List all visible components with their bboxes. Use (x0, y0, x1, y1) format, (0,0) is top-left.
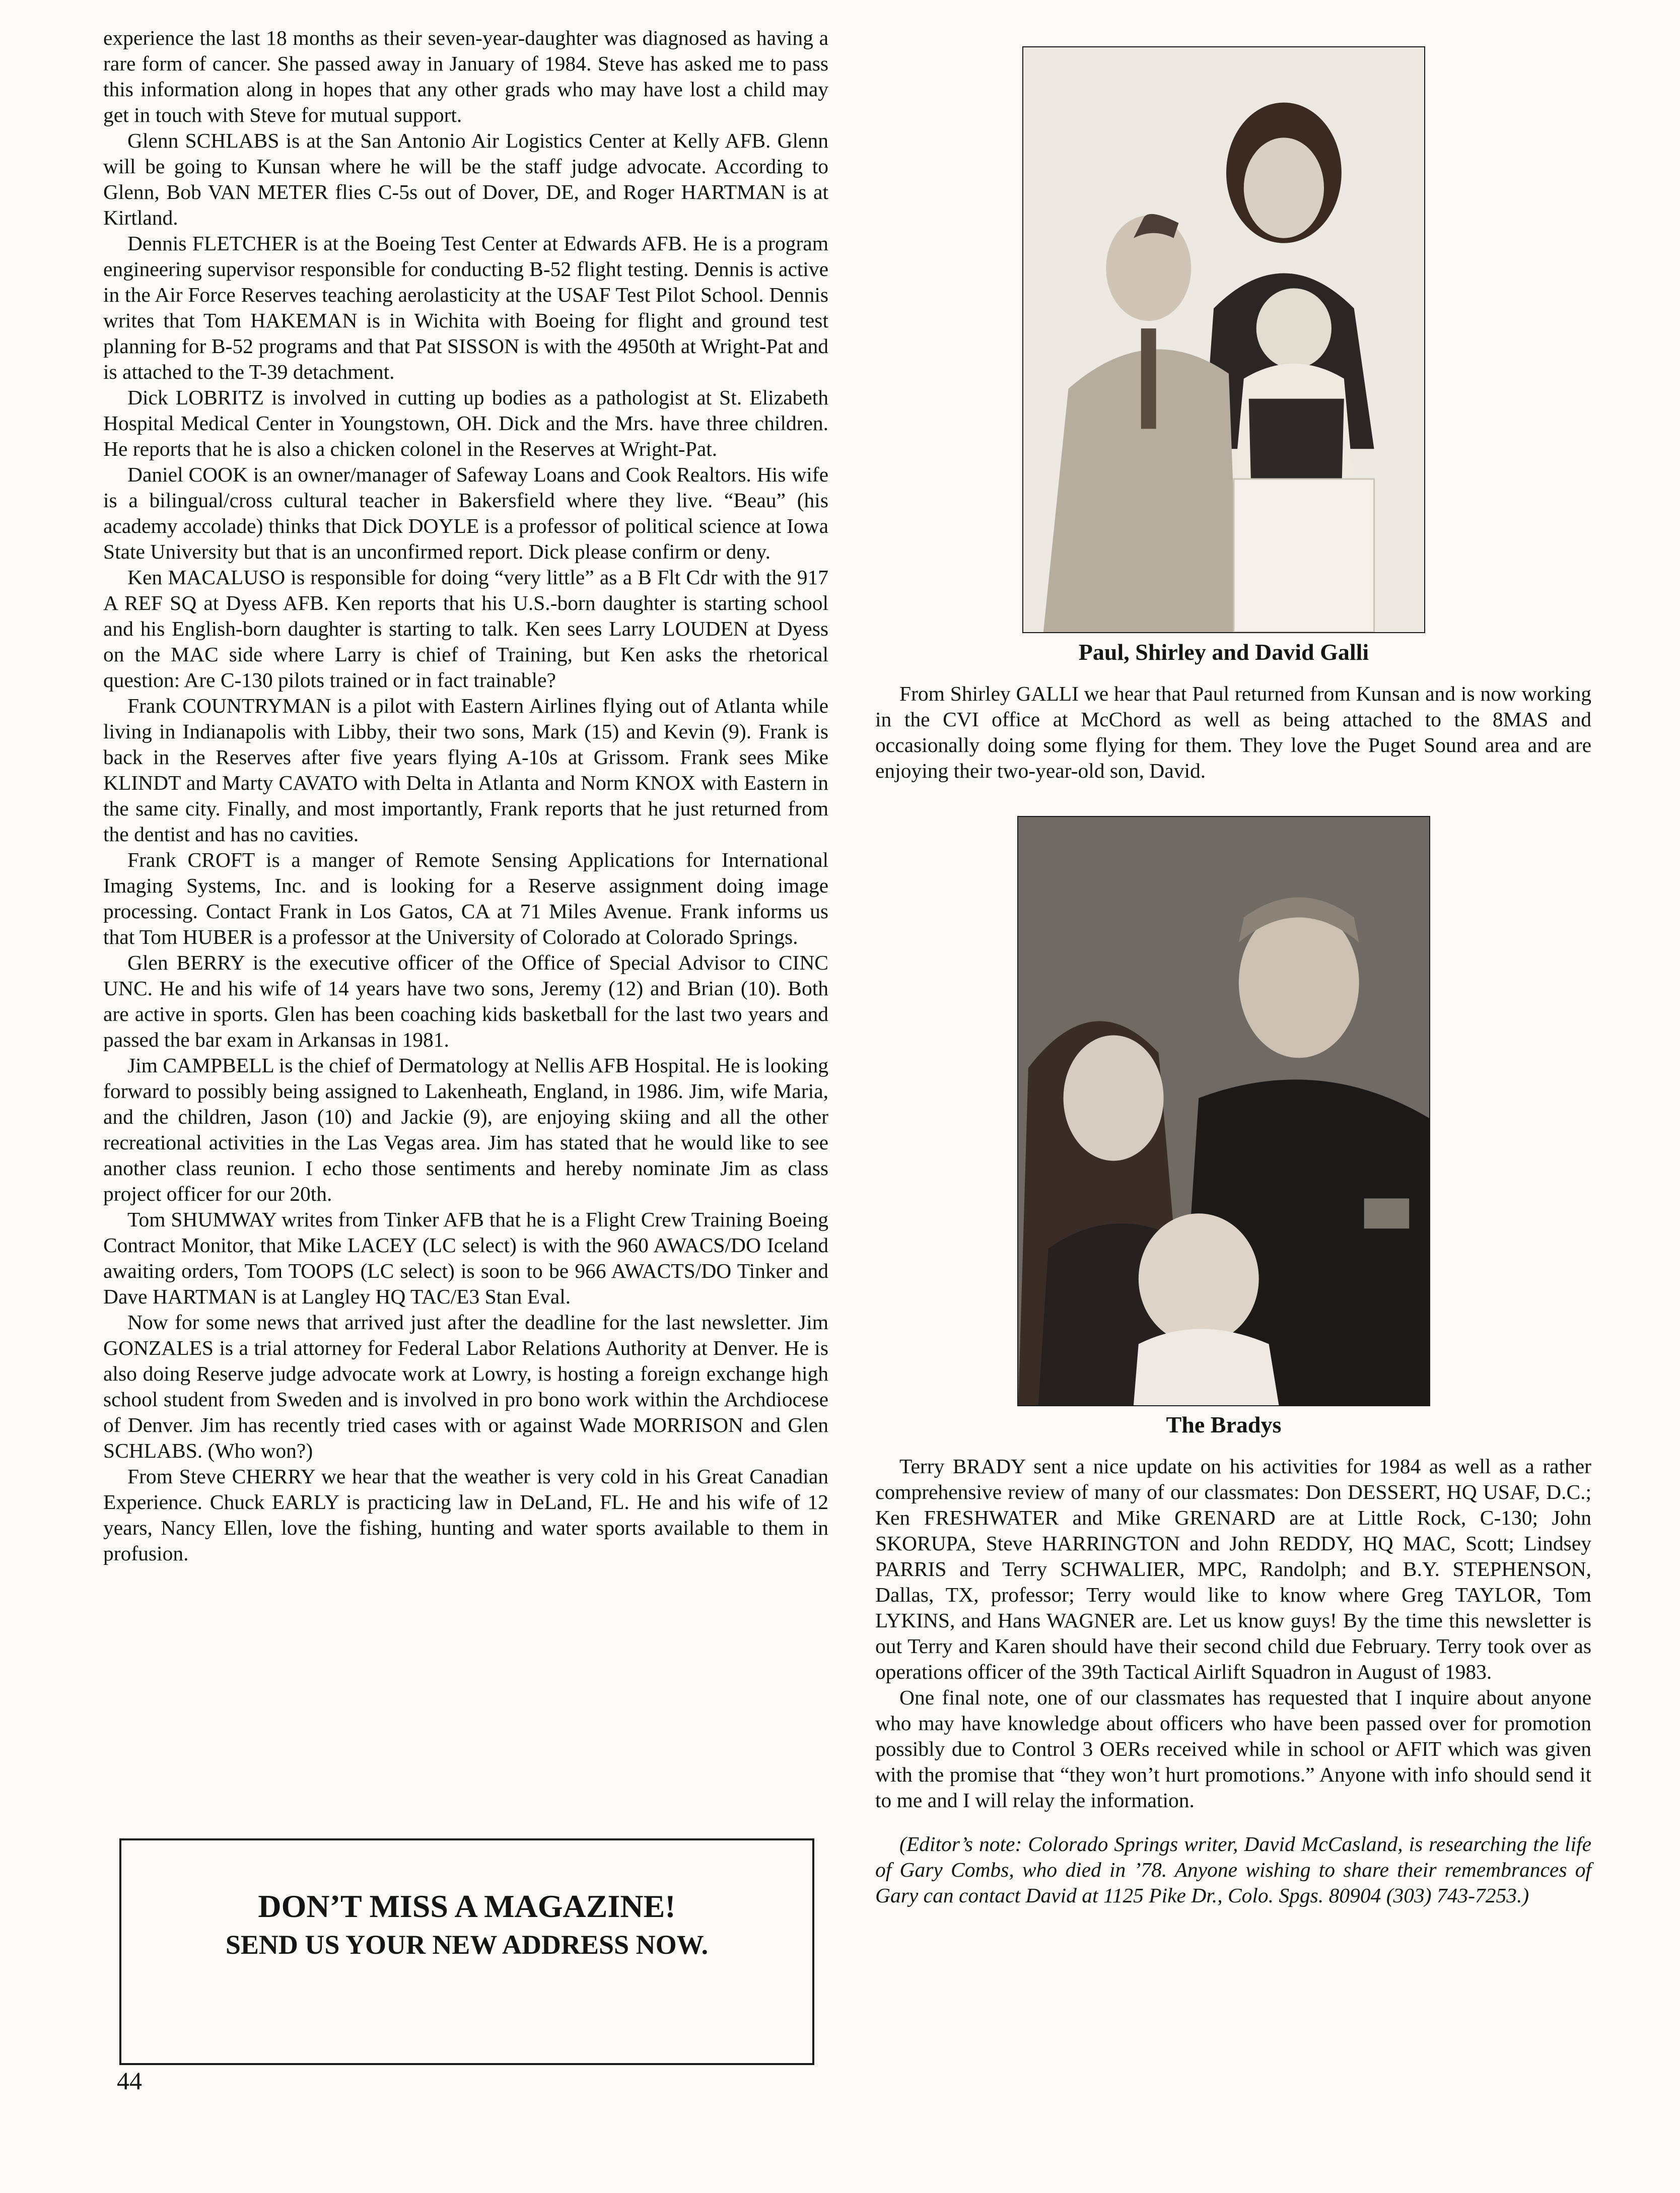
article-paragraph: From Steve CHERRY we hear that the weather is very cold in his Great Canadian Experience. Chuck EARLY is practicing law in DeLand, FL. He and his wife of 12 years, Nancy Ellen, love the fishing, hunting and water sports available to them in profusion. (103, 1465, 828, 1565)
article-paragraph: Daniel COOK is an owner/manager of Safeway Loans and Cook Realtors. His wife is a bilingual/cross cultural teacher in Bakersfield where they live. “Beau” (his academy accolade) thinks that Dick DOYLE is a professor of political science at Iowa State University but that is an unconfirmed report. Dick please confirm or deny. (103, 463, 828, 563)
brady-paragraphs (875, 1454, 1591, 1908)
final-note-paragraph: One final note, one of our classmates has requested that I inquire about anyone who may have knowledge about officers who have been passed over for promotion possibly due to Control 3 OERs received while in school or AFIT which was given with the promise that “they won’t hurt promotions.” Anyone with info should send it to me and I will relay the information. (875, 1686, 1591, 1812)
article-paragraph: Glenn SCHLABS is at the San Antonio Air Logistics Center at Kelly AFB. Glenn will be going to Kunsan where he will be the staff judge advocate. According to Glenn, Bob VAN METER flies C-5s out of Dover, DE, and Roger HARTMAN is at Kirtland. (103, 129, 828, 229)
article-paragraph: Frank COUNTRYMAN is a pilot with Eastern Airlines flying out of Atlanta while living in Indianapolis with Libby, their two sons, Mark (15) and Kevin (9). Frank is back in the Reserves after five years flying A-10s at Grissom. Frank sees Mike KLINDT and Marty CAVATO with Delta in Atlanta and Norm KNOX with Eastern in the same city. Finally, and most importantly, Frank reports that he just returned from the dentist and has no cavities. (103, 694, 828, 846)
article-paragraph: experience the last 18 months as their seven-year-daughter was diagnosed as having a rare form of cancer. She passed away in January of 1984. Steve has asked me to pass this information along in hopes that any other grads who may have lost a child may get in touch with Steve for mutual support. (103, 26, 828, 126)
brady-photo-caption: The Bradys (1166, 1412, 1282, 1437)
brady-family-photo (1017, 816, 1430, 1406)
article-paragraph: Tom SHUMWAY writes from Tinker AFB that he is a Flight Crew Training Boeing Contract Monitor, that Mike LACEY (LC select) is with the 960 AWACS/DO Iceland awaiting orders, Tom TOOPS (LC select) is soon to be 966 AWACTS/DO Tinker and Dave HARTMAN is at Langley HQ TAC/E3 Stan Eval. (103, 1208, 828, 1308)
promo-title: DON’T MISS A MAGAZINE! (258, 1888, 676, 1924)
article-paragraph: Now for some news that arrived just after the deadline for the last newsletter. Jim GONZALES is a trial attorney for Federal Labor Relations Authority at Denver. He is also doing Reserve judge advocate work at Lowry, is hosting a foreign exchange high school student from Sweden and is involved in pro bono work within the Archdiocese of Denver. Jim has recently tried cases with or against Wade MORRISON and Glen SCHLABS. (Who won?) (103, 1311, 828, 1462)
editors-note: (Editor’s note: Colorado Springs writer, David McCasland, is researching the life of Gary Combs, who died in ’78. Anyone wishing to share their remembrances of Gary can contact David at 1125 Pike Dr., Colo. Spgs. 80904 (303) 743-7253.) (875, 1832, 1591, 1907)
address-reminder-box (119, 1838, 814, 2065)
article-paragraph: Glen BERRY is the executive officer of the Office of Special Advisor to CINC UNC. He and his wife of 14 years have two sons, Jeremy (12) and Brian (10). Both are active in sports. Glen has been coaching kids basketball for the last two years and passed the bar exam in Arkansas in 1981. (103, 951, 828, 1051)
promo-subtitle: SEND US YOUR NEW ADDRESS NOW. (225, 1930, 709, 1960)
article-paragraph: Dick LOBRITZ is involved in cutting up bodies as a pathologist at St. Elizabeth Hospital Medical Center in Youngstown, OH. Dick and the Mrs. have three children. He reports that he is also a chicken colonel in the Reserves at Wright-Pat. (103, 386, 828, 460)
article-paragraph: Frank CROFT is a manger of Remote Sensing Applications for International Imaging Systems, Inc. and is looking for a Reserve assignment doing image processing. Contact Frank in Los Gatos, CA at 71 Miles Avenue. Frank informs us that Tom HUBER is a professor at the University of Colorado at Colorado Springs. (103, 848, 828, 948)
brady-family-photo-illustration (1018, 817, 1429, 1405)
galli-family-photo (1022, 46, 1425, 633)
galli-text: From Shirley GALLI we hear that Paul returned from Kunsan and is now working in the CVI office at McChord as well as being attached to the 8MAS and occasionally doing some flying for them. They love the Puget Sound area and are enjoying their two-year-old son, David. (875, 682, 1591, 782)
galli-paragraph (875, 681, 1591, 784)
galli-photo-caption: Paul, Shirley and David Galli (1078, 639, 1369, 665)
brady-update-paragraph: Terry BRADY sent a nice update on his activities for 1984 as well as a rather comprehensive review of many of our classmates: Don DESSERT, HQ USAF, D.C.; Ken FRESHWATER and Mike GRENARD are at Little Rock, C-130; John SKORUPA, Steve HARRINGTON and John REDDY, HQ MAC, Scott; Lindsey PARRIS and Terry SCHWALIER, MPC, Randolph; and B.Y. STEPHENSON, Dallas, TX, professor; Terry would like to know where Greg TAYLOR, Tom LYKINS, and Hans WAGNER are. Let us know guys! By the time this newsletter is out Terry and Karen should have their second child due February. Terry took over as operations officer of the 39th Tactical Airlift Squadron in August of 1983. (875, 1455, 1591, 1683)
article-paragraph: Ken MACALUSO is responsible for doing “very little” as a B Flt Cdr with the 917 A REF SQ at Dyess AFB. Ken reports that his U.S.-born daughter is starting school and his English-born daughter is starting to talk. Ken sees Larry LOUDEN at Dyess on the MAC side where Larry is chief of Training, but Ken asks the rhetorical question: Are C-130 pilots trained or in fact trainable? (103, 566, 828, 692)
page-number: 44 (117, 2067, 142, 2095)
galli-family-photo-illustration (1023, 47, 1424, 632)
article-paragraph: Dennis FLETCHER is at the Boeing Test Center at Edwards AFB. He is a program engineering supervisor responsible for conducting B-52 flight testing. Dennis is active in the Air Force Reserves teaching aerolasticity at the USAF Test Pilot School. Dennis writes that Tom HAKEMAN is in Wichita with Boeing for flight and ground test planning for B-52 programs and that Pat SISSON is with the 4950th at Wright-Pat and is attached to the T-39 detachment. (103, 232, 828, 383)
left-column (103, 25, 828, 1566)
article-paragraph: Jim CAMPBELL is the chief of Dermatology at Nellis AFB Hospital. He is looking forward to possibly being assigned to Lakenheath, England, in 1986. Jim, wife Maria, and the children, Jason (10) and Jackie (9), are enjoying skiing and all the other recreational activities in the Las Vegas area. Jim has stated that he would like to see another class reunion. I echo those sentiments and hereby nominate Jim as class project officer for our 20th. (103, 1054, 828, 1205)
